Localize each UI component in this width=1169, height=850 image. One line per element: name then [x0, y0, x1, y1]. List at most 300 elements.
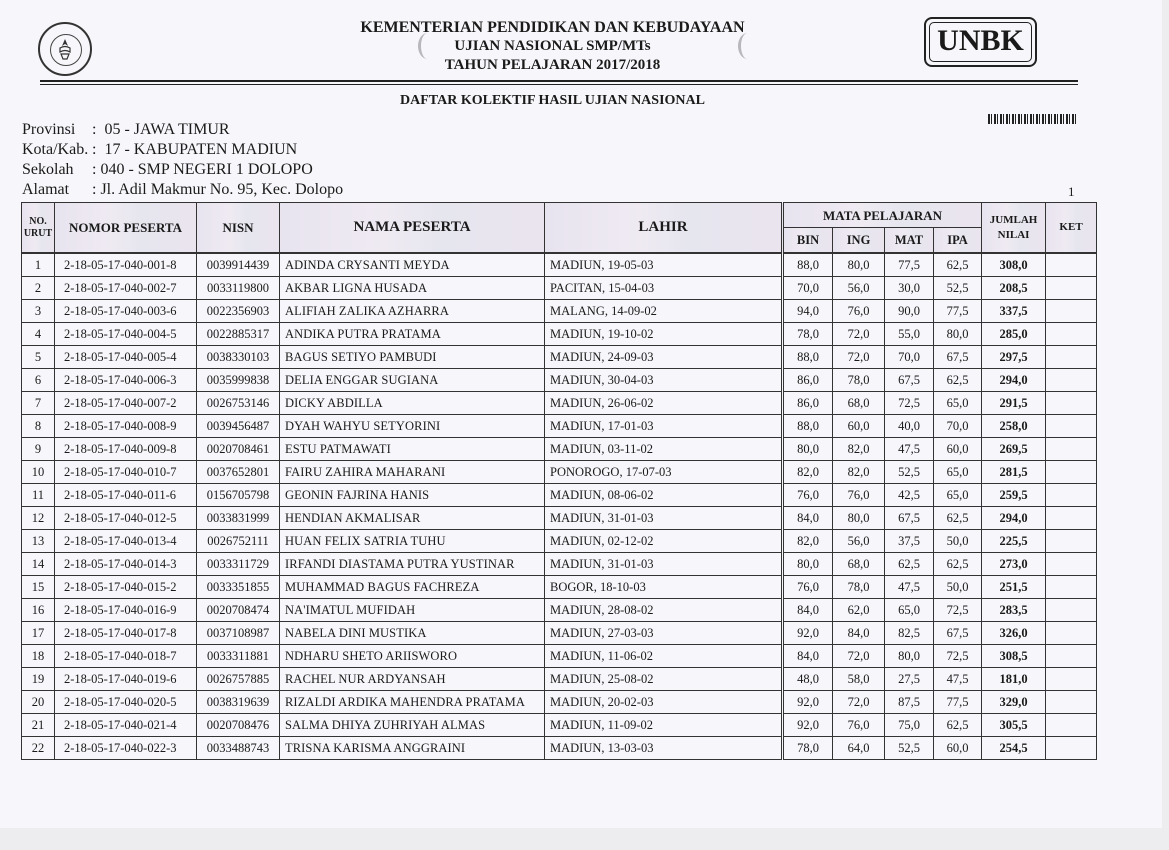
cell-ket [1046, 323, 1097, 346]
cell-nomor: 2-18-05-17-040-005-4 [55, 346, 197, 369]
cell-lahir: MADIUN, 26-06-02 [545, 392, 783, 415]
cell-nomor: 2-18-05-17-040-004-5 [55, 323, 197, 346]
meta-row-provinsi [22, 120, 343, 140]
results-table [21, 202, 1097, 760]
cell-jumlah: 273,0 [982, 553, 1046, 576]
cell-lahir: MADIUN, 13-03-03 [545, 737, 783, 760]
cell-nomor: 2-18-05-17-040-011-6 [55, 484, 197, 507]
cell-no: 8 [22, 415, 55, 438]
cell-nisn: 0033488743 [197, 737, 280, 760]
cell-nama: RACHEL NUR ARDYANSAH [280, 668, 545, 691]
cell-mat: 52,5 [885, 461, 934, 484]
table-row [22, 484, 1097, 507]
cell-bin: 78,0 [783, 323, 833, 346]
meta-row-kota [22, 140, 343, 160]
header-title [300, 18, 805, 75]
col-header-bin: BIN [783, 228, 833, 254]
cell-ing: 76,0 [833, 714, 885, 737]
cell-mat: 72,5 [885, 392, 934, 415]
col-header-ket: KET [1046, 203, 1097, 254]
cell-mat: 47,5 [885, 438, 934, 461]
cell-lahir: MADIUN, 31-01-03 [545, 507, 783, 530]
cell-no: 12 [22, 507, 55, 530]
cell-lahir: MADIUN, 08-06-02 [545, 484, 783, 507]
cell-nama: IRFANDI DIASTAMA PUTRA YUSTINAR [280, 553, 545, 576]
table-row [22, 645, 1097, 668]
meta-label: Sekolah [22, 161, 74, 178]
cell-nama: BAGUS SETIYO PAMBUDI [280, 346, 545, 369]
cell-nomor: 2-18-05-17-040-016-9 [55, 599, 197, 622]
cell-nama: DYAH WAHYU SETYORINI [280, 415, 545, 438]
table-row [22, 323, 1097, 346]
cell-no: 10 [22, 461, 55, 484]
cell-ing: 60,0 [833, 415, 885, 438]
cell-mat: 67,5 [885, 507, 934, 530]
cell-bin: 92,0 [783, 622, 833, 645]
cell-nisn: 0026757885 [197, 668, 280, 691]
cell-ing: 56,0 [833, 277, 885, 300]
cell-lahir: MADIUN, 24-09-03 [545, 346, 783, 369]
cell-lahir: MADIUN, 11-09-02 [545, 714, 783, 737]
cell-nisn: 0033831999 [197, 507, 280, 530]
col-header-jumlah: JUMLAH NILAI [982, 203, 1046, 254]
col-header-nisn: NISN [197, 203, 280, 254]
header-divider-thin [40, 84, 1078, 85]
cell-ipa: 65,0 [934, 392, 982, 415]
cell-ipa: 65,0 [934, 461, 982, 484]
cell-nisn: 0020708474 [197, 599, 280, 622]
cell-nomor: 2-18-05-17-040-017-8 [55, 622, 197, 645]
cell-no: 19 [22, 668, 55, 691]
cell-mat: 65,0 [885, 599, 934, 622]
cell-ing: 72,0 [833, 346, 885, 369]
cell-mat: 87,5 [885, 691, 934, 714]
cell-nisn: 0035999838 [197, 369, 280, 392]
cell-lahir: PACITAN, 15-04-03 [545, 277, 783, 300]
table-row [22, 737, 1097, 760]
cell-no: 22 [22, 737, 55, 760]
cell-nisn: 0037108987 [197, 622, 280, 645]
cell-lahir: MADIUN, 17-01-03 [545, 415, 783, 438]
cell-mat: 80,0 [885, 645, 934, 668]
cell-nama: FAIRU ZAHIRA MAHARANI [280, 461, 545, 484]
table-row [22, 691, 1097, 714]
cell-jumlah: 294,0 [982, 369, 1046, 392]
cell-ipa: 77,5 [934, 300, 982, 323]
cell-lahir: MADIUN, 03-11-02 [545, 438, 783, 461]
cell-bin: 76,0 [783, 576, 833, 599]
cell-mat: 40,0 [885, 415, 934, 438]
cell-ing: 78,0 [833, 576, 885, 599]
header-divider [40, 80, 1078, 82]
cell-no: 17 [22, 622, 55, 645]
cell-ket [1046, 530, 1097, 553]
cell-nisn: 0020708461 [197, 438, 280, 461]
col-header-ing: ING [833, 228, 885, 254]
cell-nomor: 2-18-05-17-040-001-8 [55, 253, 197, 277]
cell-mat: 90,0 [885, 300, 934, 323]
cell-ing: 62,0 [833, 599, 885, 622]
cell-nisn: 0033351855 [197, 576, 280, 599]
cell-jumlah: 208,5 [982, 277, 1046, 300]
logo-emblem-icon [57, 38, 73, 60]
cell-ipa: 50,0 [934, 530, 982, 553]
cell-nisn: 0022885317 [197, 323, 280, 346]
cell-ipa: 65,0 [934, 484, 982, 507]
cell-jumlah: 291,5 [982, 392, 1046, 415]
cell-jumlah: 305,5 [982, 714, 1046, 737]
cell-ket [1046, 438, 1097, 461]
cell-nisn: 0156705798 [197, 484, 280, 507]
cell-lahir: MADIUN, 11-06-02 [545, 645, 783, 668]
table-row [22, 622, 1097, 645]
cell-nisn: 0038319639 [197, 691, 280, 714]
cell-nisn: 0020708476 [197, 714, 280, 737]
punch-hole-right-icon [738, 33, 757, 59]
cell-ket [1046, 714, 1097, 737]
cell-ipa: 80,0 [934, 323, 982, 346]
cell-no: 16 [22, 599, 55, 622]
cell-ket [1046, 599, 1097, 622]
cell-ket [1046, 668, 1097, 691]
cell-ipa: 72,5 [934, 599, 982, 622]
cell-ipa: 62,5 [934, 253, 982, 277]
cell-ipa: 60,0 [934, 438, 982, 461]
cell-nomor: 2-18-05-17-040-002-7 [55, 277, 197, 300]
cell-lahir: MADIUN, 31-01-03 [545, 553, 783, 576]
unbk-badge: UNBK [924, 17, 1037, 67]
cell-nomor: 2-18-05-17-040-020-5 [55, 691, 197, 714]
cell-no: 1 [22, 253, 55, 277]
cell-ing: 76,0 [833, 300, 885, 323]
cell-no: 18 [22, 645, 55, 668]
cell-bin: 92,0 [783, 714, 833, 737]
cell-ipa: 72,5 [934, 645, 982, 668]
cell-nisn: 0033311881 [197, 645, 280, 668]
cell-jumlah: 254,5 [982, 737, 1046, 760]
cell-nomor: 2-18-05-17-040-010-7 [55, 461, 197, 484]
barcode-icon [988, 114, 1076, 124]
cell-ing: 82,0 [833, 438, 885, 461]
cell-nomor: 2-18-05-17-040-006-3 [55, 369, 197, 392]
cell-ing: 82,0 [833, 461, 885, 484]
cell-ing: 84,0 [833, 622, 885, 645]
cell-ing: 68,0 [833, 392, 885, 415]
punch-hole-left-icon [418, 33, 437, 59]
cell-lahir: MADIUN, 28-08-02 [545, 599, 783, 622]
cell-ket [1046, 346, 1097, 369]
cell-nama: NABELA DINI MUSTIKA [280, 622, 545, 645]
cell-ket [1046, 415, 1097, 438]
cell-mat: 37,5 [885, 530, 934, 553]
cell-nomor: 2-18-05-17-040-008-9 [55, 415, 197, 438]
cell-nama: AKBAR LIGNA HUSADA [280, 277, 545, 300]
cell-ket [1046, 645, 1097, 668]
cell-ing: 64,0 [833, 737, 885, 760]
cell-nama: ANDIKA PUTRA PRATAMA [280, 323, 545, 346]
cell-bin: 82,0 [783, 461, 833, 484]
table-row [22, 461, 1097, 484]
cell-bin: 88,0 [783, 346, 833, 369]
cell-lahir: MALANG, 14-09-02 [545, 300, 783, 323]
cell-nisn: 0039456487 [197, 415, 280, 438]
cell-bin: 84,0 [783, 507, 833, 530]
cell-bin: 94,0 [783, 300, 833, 323]
table-row [22, 392, 1097, 415]
cell-nama: HUAN FELIX SATRIA TUHU [280, 530, 545, 553]
table-row [22, 668, 1097, 691]
cell-nama: RIZALDI ARDIKA MAHENDRA PRATAMA [280, 691, 545, 714]
cell-ket [1046, 461, 1097, 484]
cell-nomor: 2-18-05-17-040-009-8 [55, 438, 197, 461]
cell-jumlah: 294,0 [982, 507, 1046, 530]
cell-ket [1046, 253, 1097, 277]
cell-bin: 78,0 [783, 737, 833, 760]
cell-ing: 72,0 [833, 645, 885, 668]
cell-no: 3 [22, 300, 55, 323]
col-header-no: NO. URUT [22, 203, 55, 254]
cell-bin: 86,0 [783, 369, 833, 392]
cell-mat: 52,5 [885, 737, 934, 760]
cell-nama: ALIFIAH ZALIKA AZHARRA [280, 300, 545, 323]
cell-nisn: 0037652801 [197, 461, 280, 484]
cell-no: 20 [22, 691, 55, 714]
cell-no: 14 [22, 553, 55, 576]
cell-jumlah: 297,5 [982, 346, 1046, 369]
cell-mat: 62,5 [885, 553, 934, 576]
table-row [22, 507, 1097, 530]
cell-ing: 72,0 [833, 323, 885, 346]
cell-ipa: 62,5 [934, 553, 982, 576]
cell-nama: MUHAMMAD BAGUS FACHREZA [280, 576, 545, 599]
cell-nomor: 2-18-05-17-040-012-5 [55, 507, 197, 530]
cell-ipa: 47,5 [934, 668, 982, 691]
cell-nama: DELIA ENGGAR SUGIANA [280, 369, 545, 392]
cell-mat: 27,5 [885, 668, 934, 691]
cell-ing: 68,0 [833, 553, 885, 576]
meta-sep: : [92, 181, 97, 198]
cell-jumlah: 308,0 [982, 253, 1046, 277]
cell-mat: 47,5 [885, 576, 934, 599]
cell-nomor: 2-18-05-17-040-007-2 [55, 392, 197, 415]
table-header [22, 203, 1097, 254]
cell-bin: 86,0 [783, 392, 833, 415]
cell-lahir: MADIUN, 20-02-03 [545, 691, 783, 714]
cell-jumlah: 337,5 [982, 300, 1046, 323]
cell-bin: 88,0 [783, 415, 833, 438]
cell-ket [1046, 484, 1097, 507]
meta-sep: : [92, 141, 97, 158]
cell-no: 2 [22, 277, 55, 300]
cell-ket [1046, 691, 1097, 714]
cell-lahir: MADIUN, 19-10-02 [545, 323, 783, 346]
cell-ing: 80,0 [833, 253, 885, 277]
cell-jumlah: 308,5 [982, 645, 1046, 668]
table-row [22, 369, 1097, 392]
academic-year: TAHUN PELAJARAN 2017/2018 [444, 57, 661, 73]
cell-no: 6 [22, 369, 55, 392]
cell-nisn: 0022356903 [197, 300, 280, 323]
school-info [22, 120, 343, 200]
meta-label: Alamat [22, 181, 70, 198]
table-row [22, 714, 1097, 737]
cell-bin: 84,0 [783, 599, 833, 622]
cell-ing: 76,0 [833, 484, 885, 507]
cell-ipa: 62,5 [934, 507, 982, 530]
cell-lahir: MADIUN, 27-03-03 [545, 622, 783, 645]
cell-mat: 55,0 [885, 323, 934, 346]
cell-bin: 76,0 [783, 484, 833, 507]
cell-lahir: PONOROGO, 17-07-03 [545, 461, 783, 484]
cell-bin: 92,0 [783, 691, 833, 714]
table-row [22, 438, 1097, 461]
cell-ipa: 70,0 [934, 415, 982, 438]
cell-no: 13 [22, 530, 55, 553]
table-row [22, 277, 1097, 300]
cell-nomor: 2-18-05-17-040-003-6 [55, 300, 197, 323]
cell-jumlah: 283,5 [982, 599, 1046, 622]
col-header-nama: NAMA PESERTA [280, 203, 545, 254]
meta-value: 17 - KABUPATEN MADIUN [104, 141, 298, 158]
cell-nisn: 0026753146 [197, 392, 280, 415]
cell-nama: DICKY ABDILLA [280, 392, 545, 415]
cell-jumlah: 225,5 [982, 530, 1046, 553]
cell-ipa: 60,0 [934, 737, 982, 760]
cell-nomor: 2-18-05-17-040-014-3 [55, 553, 197, 576]
cell-bin: 80,0 [783, 438, 833, 461]
meta-sep: : [92, 161, 97, 178]
table-row [22, 553, 1097, 576]
cell-mat: 77,5 [885, 253, 934, 277]
col-header-nomor: NOMOR PESERTA [55, 203, 197, 254]
page-number: 1 [1068, 184, 1075, 199]
meta-value: 040 - SMP NEGERI 1 DOLOPO [100, 161, 313, 178]
ministry-name: KEMENTERIAN PENDIDIKAN DAN KEBUDAYAAN [360, 19, 745, 36]
table-row [22, 599, 1097, 622]
cell-jumlah: 269,5 [982, 438, 1046, 461]
cell-nisn: 0026752111 [197, 530, 280, 553]
cell-ipa: 77,5 [934, 691, 982, 714]
cell-lahir: BOGOR, 18-10-03 [545, 576, 783, 599]
cell-jumlah: 326,0 [982, 622, 1046, 645]
cell-mat: 82,5 [885, 622, 934, 645]
table-row [22, 253, 1097, 277]
cell-nomor: 2-18-05-17-040-018-7 [55, 645, 197, 668]
cell-ket [1046, 553, 1097, 576]
cell-nomor: 2-18-05-17-040-021-4 [55, 714, 197, 737]
cell-no: 21 [22, 714, 55, 737]
cell-no: 11 [22, 484, 55, 507]
cell-ket [1046, 737, 1097, 760]
document-title: DAFTAR KOLEKTIF HASIL UJIAN NASIONAL [400, 93, 705, 108]
cell-ing: 72,0 [833, 691, 885, 714]
tut-wuri-handayani-logo-icon [38, 22, 92, 76]
cell-jumlah: 258,0 [982, 415, 1046, 438]
cell-mat: 42,5 [885, 484, 934, 507]
cell-bin: 82,0 [783, 530, 833, 553]
cell-ipa: 67,5 [934, 622, 982, 645]
cell-nama: NDHARU SHETO ARIISWORO [280, 645, 545, 668]
cell-ket [1046, 507, 1097, 530]
cell-ket [1046, 622, 1097, 645]
cell-ket [1046, 392, 1097, 415]
table-row [22, 415, 1097, 438]
cell-nomor: 2-18-05-17-040-013-4 [55, 530, 197, 553]
cell-mat: 70,0 [885, 346, 934, 369]
cell-no: 9 [22, 438, 55, 461]
meta-label: Kota/Kab. [22, 141, 89, 158]
cell-mat: 75,0 [885, 714, 934, 737]
cell-no: 7 [22, 392, 55, 415]
table-row [22, 300, 1097, 323]
table-row [22, 346, 1097, 369]
cell-nomor: 2-18-05-17-040-022-3 [55, 737, 197, 760]
meta-sep: : [92, 121, 97, 138]
cell-no: 4 [22, 323, 55, 346]
col-header-mapel: MATA PELAJARAN [783, 203, 982, 228]
cell-lahir: MADIUN, 30-04-03 [545, 369, 783, 392]
cell-ket [1046, 277, 1097, 300]
cell-lahir: MADIUN, 19-05-03 [545, 253, 783, 277]
cell-nisn: 0033311729 [197, 553, 280, 576]
cell-jumlah: 181,0 [982, 668, 1046, 691]
cell-bin: 88,0 [783, 253, 833, 277]
meta-row-sekolah [22, 160, 343, 180]
exam-name: UJIAN NASIONAL SMP/MTs [454, 38, 651, 54]
cell-ing: 80,0 [833, 507, 885, 530]
cell-jumlah: 251,5 [982, 576, 1046, 599]
cell-lahir: MADIUN, 02-12-02 [545, 530, 783, 553]
table-row [22, 576, 1097, 599]
table-body [22, 253, 1097, 760]
cell-jumlah: 285,0 [982, 323, 1046, 346]
cell-ipa: 67,5 [934, 346, 982, 369]
meta-label: Provinsi [22, 121, 76, 138]
cell-bin: 48,0 [783, 668, 833, 691]
cell-jumlah: 259,5 [982, 484, 1046, 507]
cell-nama: SALMA DHIYA ZUHRIYAH ALMAS [280, 714, 545, 737]
cell-nama: HENDIAN AKMALISAR [280, 507, 545, 530]
cell-jumlah: 329,0 [982, 691, 1046, 714]
col-header-lahir: LAHIR [545, 203, 783, 254]
cell-ipa: 50,0 [934, 576, 982, 599]
cell-nama: ESTU PATMAWATI [280, 438, 545, 461]
meta-value: Jl. Adil Makmur No. 95, Kec. Dolopo [100, 181, 344, 198]
cell-ipa: 62,5 [934, 714, 982, 737]
cell-nama: GEONIN FAJRINA HANIS [280, 484, 545, 507]
cell-nisn: 0039914439 [197, 253, 280, 277]
table-row [22, 530, 1097, 553]
cell-nama: TRISNA KARISMA ANGGRAINI [280, 737, 545, 760]
cell-ing: 58,0 [833, 668, 885, 691]
cell-nomor: 2-18-05-17-040-015-2 [55, 576, 197, 599]
cell-ket [1046, 576, 1097, 599]
col-header-ipa: IPA [934, 228, 982, 254]
cell-nama: ADINDA CRYSANTI MEYDA [280, 253, 545, 277]
cell-jumlah: 281,5 [982, 461, 1046, 484]
cell-nisn: 0038330103 [197, 346, 280, 369]
cell-ipa: 62,5 [934, 369, 982, 392]
meta-value: 05 - JAWA TIMUR [104, 121, 230, 138]
cell-ing: 56,0 [833, 530, 885, 553]
cell-ing: 78,0 [833, 369, 885, 392]
cell-bin: 84,0 [783, 645, 833, 668]
cell-bin: 70,0 [783, 277, 833, 300]
cell-ket [1046, 300, 1097, 323]
col-header-mat: MAT [885, 228, 934, 254]
cell-no: 5 [22, 346, 55, 369]
cell-ipa: 52,5 [934, 277, 982, 300]
